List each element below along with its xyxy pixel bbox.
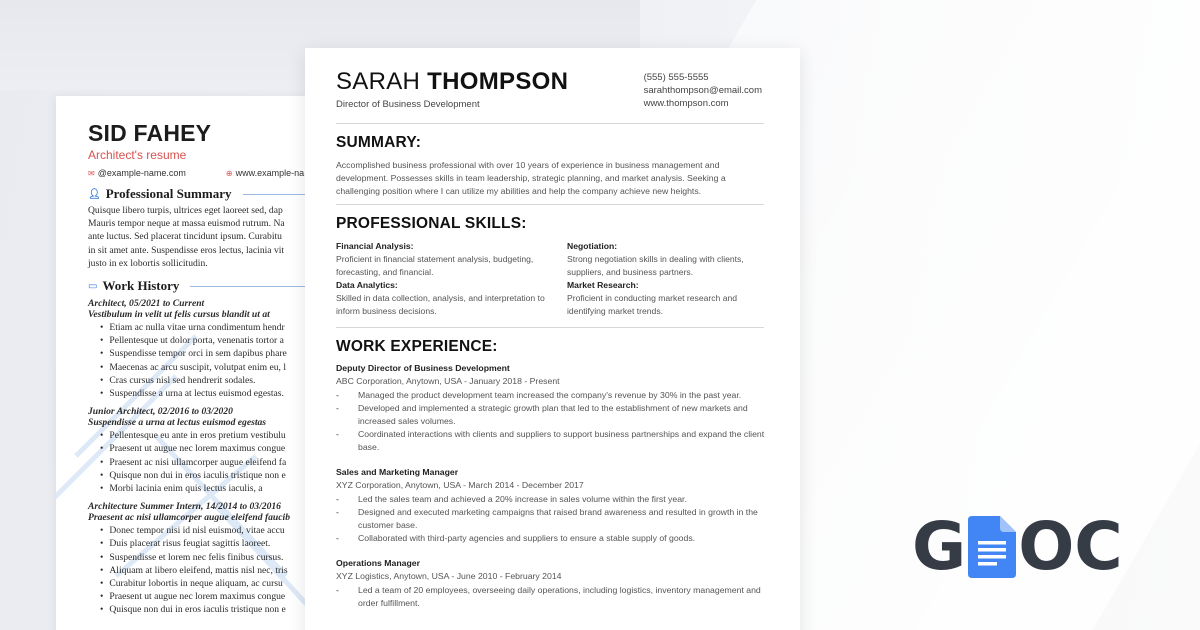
skills-grid (336, 240, 766, 318)
list-item: • Duis placerat risus feugiat sagittis laoreet. (100, 537, 376, 550)
globe-icon: ⊕ (225, 169, 233, 178)
person-icon: 👤︎ (88, 188, 101, 200)
summary-heading: SUMMARY: (336, 134, 422, 151)
experience-heading: WORK EXPERIENCE: (336, 338, 498, 355)
divider (336, 123, 764, 124)
skill-item: Negotiation: Strong negotiation skills in dealing with clients, suppliers, and business partners. (567, 241, 744, 277)
front-resume-role: Director of Business Development (336, 99, 480, 110)
back-resume-name: SID FAHEY (88, 120, 212, 146)
list-item: - Developed and implemented a strategic growth plan that led to the establishment of new markets and increased sales volumes. (336, 402, 766, 428)
list-item: - Managed the product development team increased the company's revenue by 30% in the past year. (336, 389, 766, 402)
skill-item: Financial Analysis: Proficient in financial statement analysis, budgeting, forecasting, and financial. (336, 241, 534, 277)
list-item: • Maecenas ac arcu suscipit, volutpat enim eu, l (100, 361, 376, 374)
mail-icon: ✉ (88, 169, 95, 178)
document-icon (968, 516, 1016, 578)
email-text: sarahthompson@email.com (643, 85, 762, 96)
back-work-title: ▭ Work History (88, 278, 376, 294)
back-summary-text: Quisque libero turpis, ultrices eget laoreet sed, dap Mauris tempor neque at massa euismod rutrum. Na ante luctus. Sed placerat tincidunt ipsum. Curabitu in sit amet ante. Suspendisse eros lectus, lacinia vit justo in ex lobortis sollicitudin. (88, 205, 285, 269)
list-item: • Praesent ut augue nec lorem maximus congue (100, 590, 376, 603)
list-item: - Coordinated interactions with clients and suppliers to support business partnerships and expand the client base. (336, 428, 766, 454)
list-item: - Led a team of 20 employees, overseeing daily operations, including logistics, inventory management and order fulfillment. (336, 584, 766, 610)
list-item: • Quisque non dui in eros iaculis tristique non e (100, 469, 376, 482)
gdoc-logo[interactable] (912, 508, 1123, 585)
back-job: Junior Architect, 02/2016 to 03/2020 Suspendisse a urna at lectus euismod egestas • Pellentesque eu ante in eros pretium vestibulu • Praesent ut augue nec lorem maximus congue • Praesent ac nisi ullamcorper augue eleifend fa • Quisque non dui in eros iaculis tristique non e • Morbi lacinia enim quis lectus iaculis, a (88, 406, 376, 495)
list-item: • Suspendisse tempor orci in sem dapibus phare (100, 347, 376, 360)
list-item: • Praesent ut augue nec lorem maximus congue (100, 442, 376, 455)
job-entry: Deputy Director of Business Development ABC Corporation, Anytown, USA - January 2018 - Present - Managed the product development team increased the company's revenue by 30% in the past year. - Developed and implemented a strategic growth plan that led to the establishment of new markets and increased sales volumes. - Coordinated interactions with clients and suppliers to support business partnerships and expand the client base. (336, 362, 766, 454)
back-summary-title: 👤︎ Professional Summary (88, 186, 376, 202)
list-item: • Morbi lacinia enim quis lectus iaculis, a (100, 482, 376, 495)
divider (336, 204, 764, 205)
list-item: • Quisque non dui in eros iaculis tristique non e (100, 603, 376, 616)
list-item: • Pellentesque ut dolor porta, venenatis tortor a (100, 334, 376, 347)
list-item: • Curabitur lobortis in neque aliquam, ac cursu (100, 577, 376, 590)
list-item: • Donec tempor nisi id nisl euismod, vitae accu (100, 524, 376, 537)
skills-heading: PROFESSIONAL SKILLS: (336, 215, 527, 232)
back-job: Architect, 05/2021 to Current Vestibulum in velit ut felis cursus blandit ut at • Etiam ac nulla vitae urna condimentum hendr • Pellentesque ut dolor porta, venenatis tortor a • Suspendisse tempor orci in sem dapibus phare • Maecenas ac arcu suscipit, volutpat enim eu, l • Cras cursus nisl sed hendrerit sodales. • Suspendisse a urna at lectus euismod egestas. (88, 298, 376, 400)
back-job: Architecture Summer Intern, 14/2014 to 03/2016 Praesent ac nisi ullamcorper augue eleifend faucib • Donec tempor nisi id nisl euismod, vitae accu • Duis placerat risus feugiat sagittis laoreet. • Suspendisse et lorem nec felis finibus cursus. • Aliquam at libero eleifend, mattis nisl nec, tris • Curabitur lobortis in neque aliquam, ac cursu • Praesent ut augue nec lorem maximus congue • Quisque non dui in eros iaculis tristique non e (88, 501, 376, 616)
phone-text: (555) 555-5555 (643, 72, 709, 83)
logo-letters-oc: OC (1018, 508, 1123, 585)
website-text: www.thompson.com (643, 98, 729, 109)
list-item: • Suspendisse a urna at lectus euismod egestas. (100, 387, 376, 400)
back-resume-subtitle: Architect's resume (88, 148, 187, 162)
list-item: • Etiam ac nulla vitae urna condimentum hendr (100, 321, 376, 334)
front-resume (305, 48, 800, 630)
logo-letter-g: G (912, 508, 967, 585)
skill-item: Market Research: Proficient in conducting market research and identifying market trends. (567, 280, 738, 316)
list-item: - Designed and executed marketing campaigns that raised brand awareness and resulted in growth in the customer base. (336, 506, 766, 532)
front-resume-name: SARAH THOMPSON (336, 68, 569, 95)
list-item: - Collaborated with third-party agencies and suppliers to ensure a stable supply of goods. (336, 532, 766, 545)
list-item: • Aliquam at libero eleifend, mattis nisl nec, tris (100, 564, 376, 577)
list-item: • Suspendisse et lorem nec felis finibus cursus. (100, 551, 376, 564)
back-resume-website: ⊕ www.example-na (225, 168, 305, 178)
list-item: • Cras cursus nisl sed hendrerit sodales. (100, 374, 376, 387)
list-item: - Led the sales team and achieved a 20% increase in sales volume within the first year. (336, 493, 766, 506)
front-resume-contact (644, 71, 762, 110)
briefcase-icon: ▭ (88, 280, 98, 292)
divider (336, 327, 764, 328)
skill-item: Data Analytics: Skilled in data collection, analysis, and interpretation to inform business decisions. (336, 280, 545, 316)
job-entry: Sales and Marketing Manager XYZ Corporation, Anytown, USA - March 2014 - December 2017 - Led the sales team and achieved a 20% increase in sales volume within the first year. - Designed and executed marketing campaigns that raised brand awareness and resulted in growth in the customer base. - Collaborated with third-party agencies and suppliers to ensure a stable supply of goods. (336, 466, 766, 545)
list-item: • Pellentesque eu ante in eros pretium vestibulu (100, 429, 376, 442)
list-item: • Praesent ac nisi ullamcorper augue eleifend fa (100, 456, 376, 469)
job-entry: Operations Manager XYZ Logistics, Anytown, USA - June 2010 - February 2014 - Led a team of 20 employees, overseeing daily operations, including logistics, inventory management and order fulfillment. (336, 557, 766, 610)
summary-text: Accomplished business professional with over 10 years of experience in business management and development. Possesses skills in team leadership, strategic planning, and market analysis. Seeking a challenging position where I can utilize my abilities and help the company achieve new heights. (336, 160, 726, 196)
front-resume-header (336, 68, 766, 110)
back-resume-email: ✉ @example-name.com (88, 168, 186, 178)
